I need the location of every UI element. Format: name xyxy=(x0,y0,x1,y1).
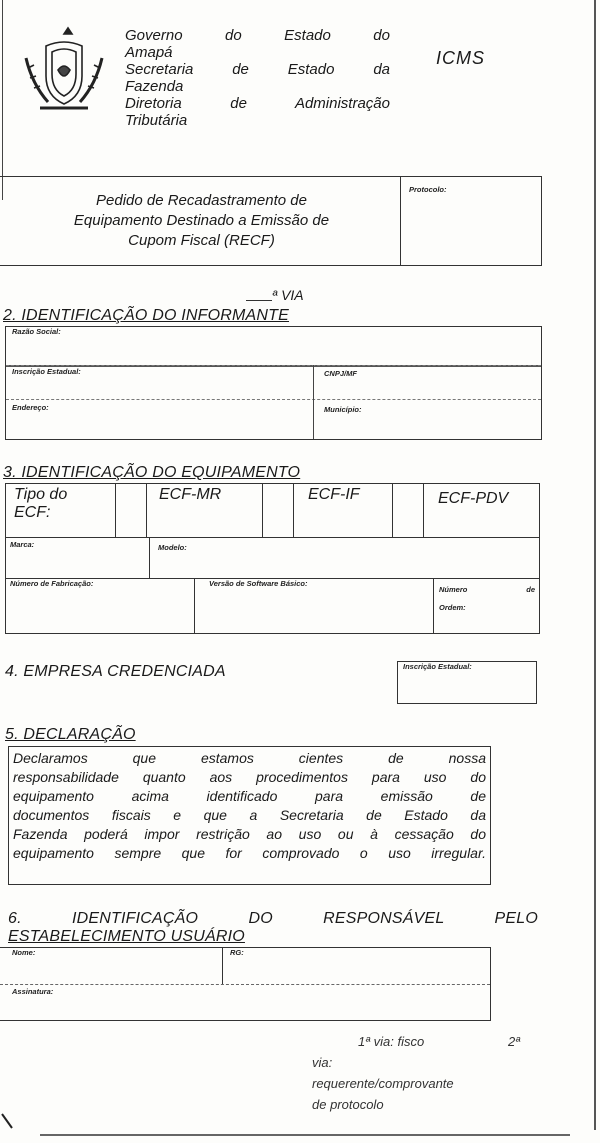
assinatura-label: Assinatura: xyxy=(12,987,54,996)
modelo-field[interactable] xyxy=(149,537,540,579)
numero-ordem-label-2: Ordem: xyxy=(439,603,466,612)
declaration-box xyxy=(8,746,491,885)
header-government-block xyxy=(125,27,390,129)
form-title-line-2: Equipamento Destinado a Emissão de xyxy=(73,212,330,229)
marca-label: Marca: xyxy=(10,540,35,549)
gov-line-5: Diretoria de Administração xyxy=(125,95,390,112)
gov-line-3: Secretaria de Estado da xyxy=(125,61,390,78)
tax-code-label: ICMS xyxy=(436,48,485,68)
numero-fabricacao-label: Número de Fabricação: xyxy=(10,579,94,588)
declaration-line-1: Declaramos que estamos cientes de nossa xyxy=(13,750,486,766)
marca-field[interactable] xyxy=(5,537,150,579)
cnpj-label: CNPJ/MF xyxy=(324,369,357,378)
endereco-label: Endereço: xyxy=(12,403,49,412)
tipo-ecf-cell xyxy=(5,483,116,538)
empresa-inscricao-label: Inscrição Estadual: xyxy=(403,662,472,671)
left-edge-line xyxy=(2,0,3,200)
footer-via2-line-1: via: xyxy=(312,1055,333,1070)
versao-software-label: Versão de Software Básico: xyxy=(209,579,308,588)
right-edge-line xyxy=(594,0,596,1130)
declaration-line-4: documentos fiscais e que a Secretaria de Estado da xyxy=(13,807,486,823)
footer-via1: 1ª via: fisco xyxy=(358,1034,425,1049)
razao-social-label: Razão Social: xyxy=(12,327,61,336)
form-title-line-1: Pedido de Recadastramento de xyxy=(96,192,307,209)
gov-line-4: Fazenda xyxy=(125,78,184,95)
form-title xyxy=(14,191,389,251)
section2-row-line-1 xyxy=(6,365,541,367)
rg-label: RG: xyxy=(230,948,244,957)
tipo-ecf-label-1: Tipo do xyxy=(14,486,68,503)
section3-title: 3. IDENTIFICAÇÃO DO EQUIPAMENTO xyxy=(3,464,301,481)
title-box xyxy=(0,176,542,266)
tipo-ecf-label-2: ECF: xyxy=(14,504,51,521)
ecf-mr-cell xyxy=(146,483,263,538)
ecf-mr-checkbox[interactable] xyxy=(115,483,147,538)
protocol-field-label: Protocolo: xyxy=(409,185,447,194)
empresa-inscricao-field[interactable] xyxy=(397,661,537,704)
section6-title-line-2: ESTABELECIMENTO USUÁRIO xyxy=(8,928,245,945)
declaration-line-3: equipamento acima identificado para emissão de xyxy=(13,788,486,804)
numero-fabricacao-field[interactable] xyxy=(5,578,195,634)
scan-corner-mark xyxy=(0,1112,16,1132)
ecf-pdv-cell xyxy=(423,483,540,538)
versao-software-field[interactable] xyxy=(194,578,434,634)
declaration-line-6: equipamento sempre que for comprovado o uso irregular. xyxy=(13,845,486,861)
responsavel-box xyxy=(0,947,491,1021)
bottom-edge-line xyxy=(40,1134,570,1136)
via-label: ª VIA xyxy=(272,287,304,303)
assinatura-row-line xyxy=(0,984,490,985)
footer-via2-number: 2ª xyxy=(508,1034,521,1049)
footer-via2-line-3: de protocolo xyxy=(312,1097,384,1112)
section4-title: 4. EMPRESA CREDENCIADA xyxy=(5,663,226,680)
numero-ordem-text: Número de xyxy=(439,585,535,594)
nome-rg-divider xyxy=(222,948,223,984)
section6-title-line-1: 6. IDENTIFICAÇÃO DO RESPONSÁVEL PELO xyxy=(8,910,538,927)
section5-title: 5. DECLARAÇÃO xyxy=(5,726,136,743)
title-divider xyxy=(400,177,401,265)
declaration-line-5: Fazenda poderá impor restrição ao uso ou à cessação do xyxy=(13,826,486,842)
gov-line-2: Amapá xyxy=(125,44,173,61)
via-blank-line[interactable] xyxy=(246,300,272,301)
inscricao-estadual-label: Inscrição Estadual: xyxy=(12,367,81,376)
ecf-if-cell xyxy=(293,483,393,538)
section2-title: 2. IDENTIFICAÇÃO DO INFORMANTE xyxy=(3,307,290,324)
numero-ordem-field[interactable] xyxy=(433,578,540,634)
modelo-label: Modelo: xyxy=(158,543,187,552)
nome-label: Nome: xyxy=(12,948,36,957)
form-title-line-3: Cupom Fiscal (RECF) xyxy=(128,232,275,249)
ecf-mr-label: ECF-MR xyxy=(159,486,222,503)
declaration-line-2: responsabilidade quanto aos procedimentos para uso do xyxy=(13,769,486,785)
gov-line-1: Governo do Estado do xyxy=(125,27,390,44)
ecf-if-checkbox[interactable] xyxy=(262,483,294,538)
gov-line-6: Tributária xyxy=(125,112,188,129)
section2-row-line-2 xyxy=(6,399,541,401)
footer-via2-line-2: requerente/comprovante xyxy=(312,1076,454,1091)
ecf-pdv-label: ECF-PDV xyxy=(438,490,509,507)
numero-ordem-label-1 xyxy=(439,585,535,594)
ecf-pdv-checkbox[interactable] xyxy=(392,483,424,538)
municipio-label: Município: xyxy=(324,405,362,414)
section2-box xyxy=(5,326,542,440)
section2-col-line xyxy=(313,365,314,439)
ecf-if-label: ECF-IF xyxy=(308,486,360,503)
coat-of-arms-emblem xyxy=(18,24,110,114)
